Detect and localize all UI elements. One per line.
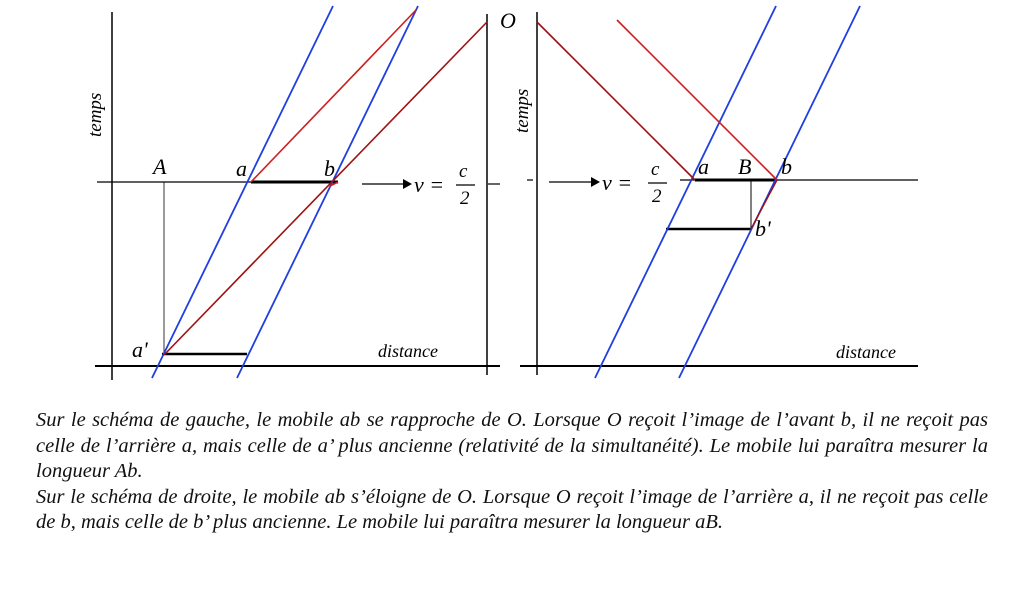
left-label-A: A: [153, 154, 167, 179]
right-time-axis-label: temps: [512, 88, 533, 133]
caption-paragraph-left: Sur le schéma de gauche, le mobile ab se rapproche de O. Lorsque O reçoit l’image de l’avant b, il ne reçoit pas celle de l’arrière a, mais celle de a’ plus ancienne (relativité de la simultanéité). Le mobile lui paraîtra mesurer la longueur Ab.: [36, 409, 988, 482]
left-worldline-b: [237, 6, 418, 378]
right-light-ray-a: [537, 22, 695, 180]
right-fraction-denominator: 2: [652, 186, 662, 207]
left-label-a: a: [236, 156, 247, 181]
right-label-a: a: [698, 154, 709, 179]
caption-paragraph-right: Sur le schéma de droite, le mobile ab s’éloigne de O. Lorsque O reçoit l’image de l’arrière a, il ne reçoit pas celle de b, mais celle de b’ plus ancienne. Le mobile lui paraîtra mesurer la longueur aB.: [36, 485, 988, 533]
right-velocity-label: v =: [602, 170, 633, 195]
right-label-b-prime: b': [755, 216, 771, 241]
left-velocity-label: v =: [414, 172, 445, 197]
left-fraction-denominator: 2: [460, 188, 470, 209]
right-light-ray-b: [617, 20, 777, 180]
left-worldline-a: [152, 6, 333, 378]
right-diagram: [512, 6, 918, 378]
diagram-caption: [36, 408, 988, 536]
label-O: O: [500, 8, 516, 33]
right-worldline-b: [679, 6, 860, 378]
left-distance-axis-label: distance: [378, 341, 438, 361]
right-fraction-numerator: c: [651, 159, 660, 180]
right-label-B: B: [738, 154, 752, 179]
left-time-axis-label: temps: [85, 92, 106, 137]
left-arrowhead-icon: [403, 179, 412, 189]
right-label-b: b: [781, 154, 792, 179]
right-arrowhead-icon: [591, 177, 600, 187]
left-label-b: b: [324, 156, 335, 181]
left-label-a-prime: a': [132, 337, 148, 362]
left-fraction-numerator: c: [459, 161, 468, 182]
left-diagram: [85, 6, 516, 380]
right-distance-axis-label: distance: [836, 342, 896, 362]
